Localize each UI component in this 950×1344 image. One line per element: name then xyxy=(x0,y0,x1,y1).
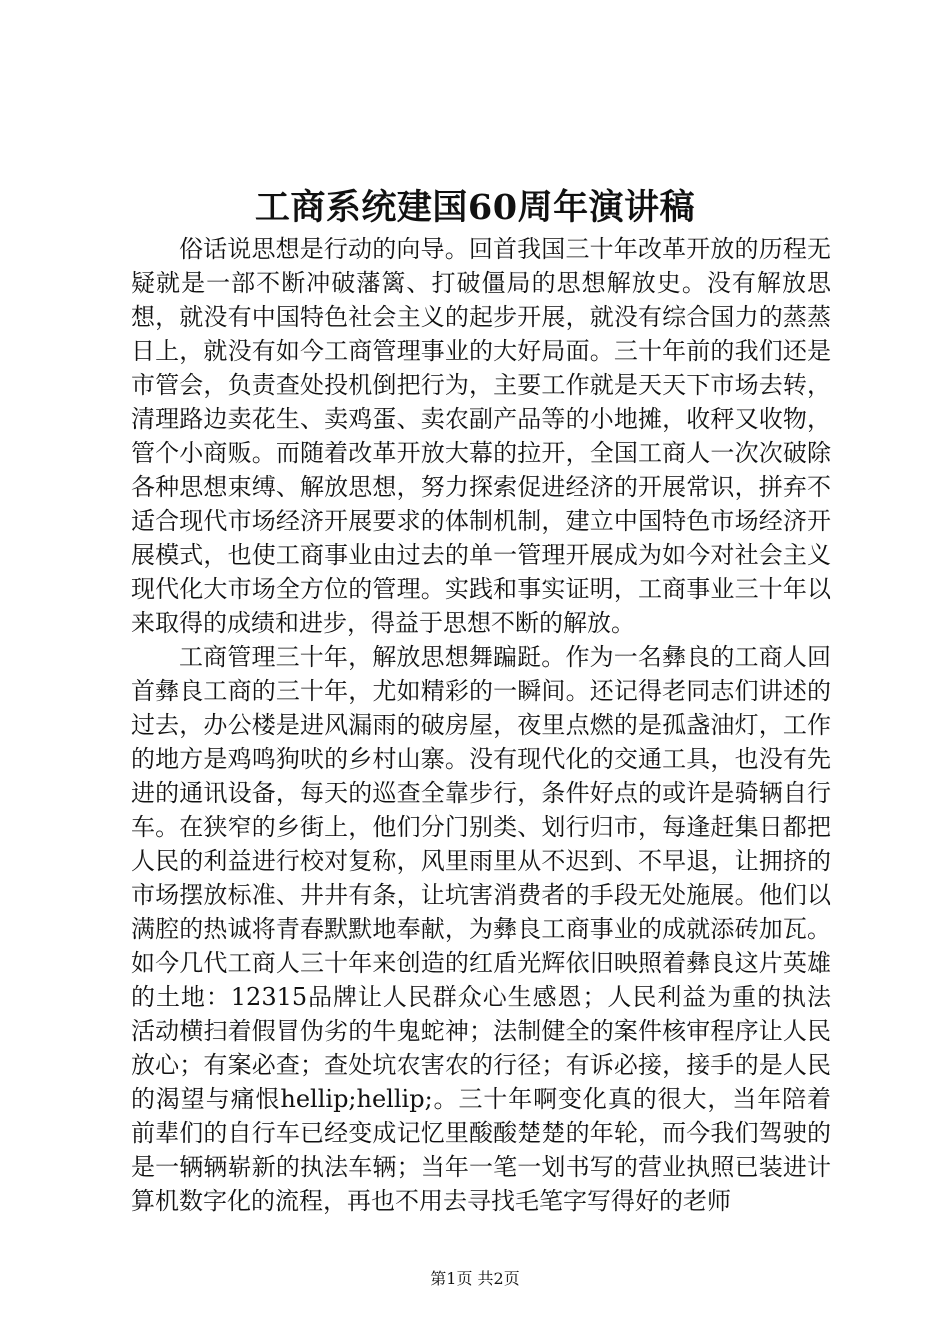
paragraph-2: 工商管理三十年，解放思想舞蹁跹。作为一名彝良的工商人回首彝良工商的三十年，尤如精彩的一瞬间。还记得老同志们讲述的过去，办公楼是进风漏雨的破房屋，夜里点燃的是孤盏油灯，工作的地方是鸡鸣狗吠的乡村山寨。没有现代化的交通工具，也没有先进的通讯设备，每天的巡查全靠步行，条件好点的或许是骑辆自行车。在狭窄的乡街上，他们分门别类、划行归市，每逢赶集日都把人民的利益进行校对复称，风里雨里从不迟到、不早退，让拥挤的市场摆放标准、井井有条，让坑害消费者的手段无处施展。他们以满腔的热诚将青春默默地奉献，为彝良工商事业的成就添砖加瓦。如今几代工商人三十年来创造的红盾光辉依旧映照着彝良这片英雄的土地：12315品牌让人民群众心生感恩；人民利益为重的执法活动横扫着假冒伪劣的牛鬼蛇神；法制健全的案件核审程序让人民放心；有案必查；查处坑农害农的行径；有诉必接，接手的是人民的渴望与痛恨hellip;hellip;。三十年啊变化真的很大，当年陪着前辈们的自行车已经变成记忆里酸酸楚楚的年轮，而今我们驾驶的是一辆辆崭新的执法车辆；当年一笔一划书写的营业执照已装进计算机数字化的流程，再也不用去寻找毛笔字写得好的老师 xyxy=(131,643,831,1215)
paragraph-1: 俗话说思想是行动的向导。回首我国三十年改革开放的历程无疑就是一部不断冲破藩篱、打破僵局的思想解放史。没有解放思想，就没有中国特色社会主义的起步开展，就没有综合国力的蒸蒸日上，就没有如今工商管理事业的大好局面。三十年前的我们还是市管会，负责查处投机倒把行为，主要工作就是天天下市场去转，清理路边卖花生、卖鸡蛋、卖农副产品等的小地摊，收秤又收物，管个小商贩。而随着改革开放大幕的拉开，全国工商人一次次破除各种思想束缚、解放思想，努力探索促进经济的开展常识，拼弃不适合现代市场经济开展要求的体制机制，建立中国特色市场经济开展模式，也使工商事业由过去的单一管理开展成为如今对社会主义现代化大市场全方位的管理。实践和事实证明，工商事业三十年以来取得的成绩和进步，得益于思想不断的解放。 xyxy=(131,235,831,637)
document-body xyxy=(131,232,831,1218)
page-number-footer: 第1页 共2页 xyxy=(430,1269,520,1288)
document-title: 工商系统建国60周年演讲稿 xyxy=(254,187,696,228)
